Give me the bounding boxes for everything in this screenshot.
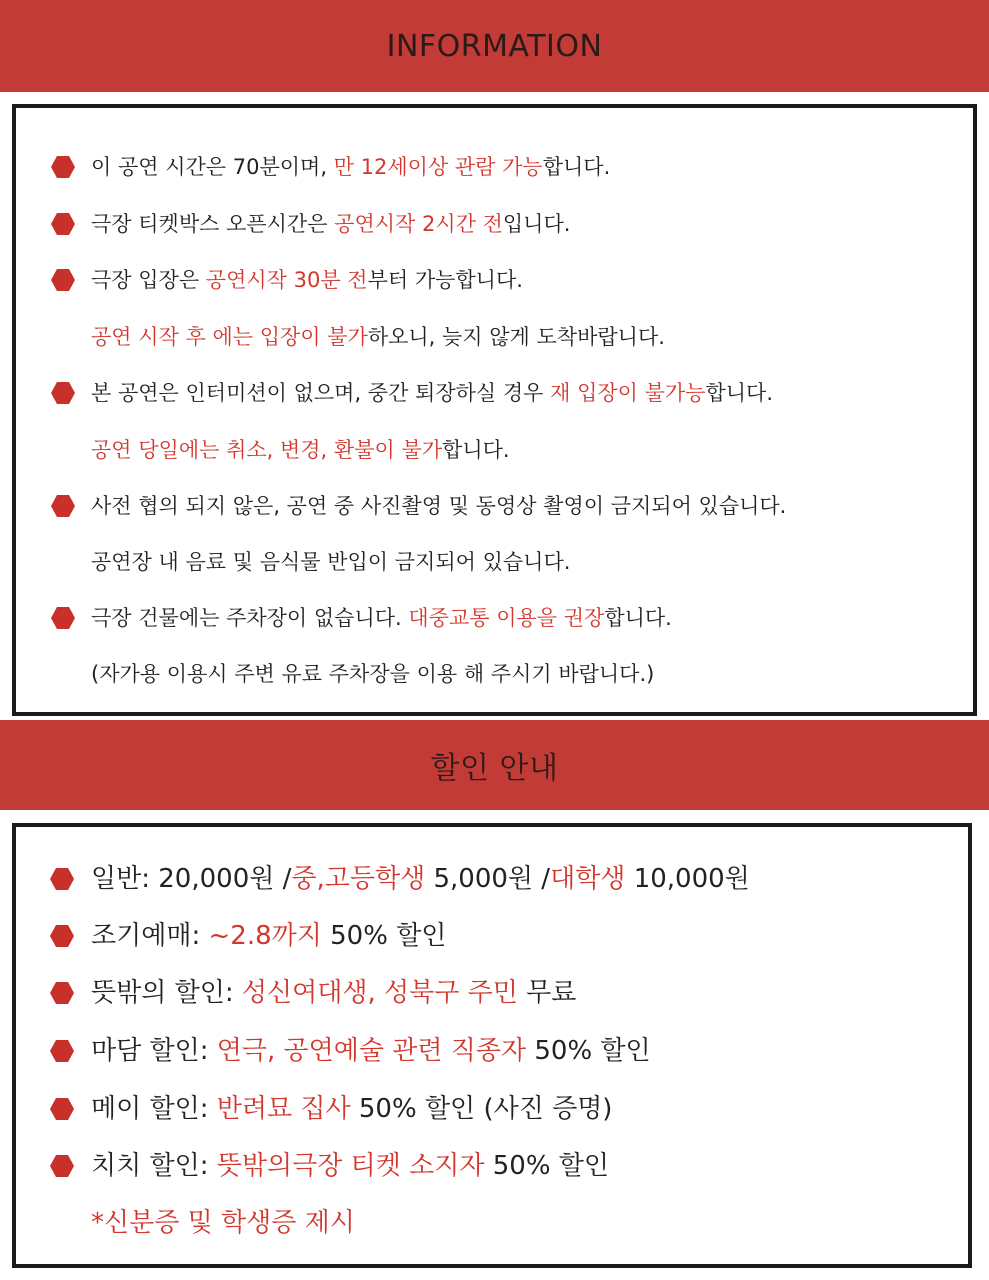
highlight-text: 공연 시작 후 에는 입장이 불가 — [91, 325, 368, 349]
discount-box — [12, 823, 972, 1268]
plain-text: 본 공연은 인터미션이 없으며, 중간 퇴장하실 경우 — [91, 381, 551, 405]
plain-text: 50% 할인 — [321, 921, 447, 951]
highlight-text: 공연시작 2시간 전 — [334, 212, 503, 236]
info-line — [16, 437, 973, 471]
info-line — [16, 380, 973, 414]
line-text — [91, 863, 750, 895]
hexagon-bullet-icon — [50, 925, 74, 947]
discount-line — [16, 1207, 968, 1241]
plain-text: 입니다. — [502, 212, 571, 236]
highlight-text: 공연 당일에는 취소, 변경, 환불이 불가 — [91, 438, 443, 462]
line-text — [91, 1150, 609, 1182]
highlight-text: ~2.8까지 — [208, 921, 322, 951]
discount-title: 할인 안내 — [430, 751, 559, 786]
hexagon-bullet-icon — [50, 1098, 74, 1120]
line-text — [91, 549, 570, 575]
info-line — [16, 154, 973, 188]
plain-text: 메이 할인: — [91, 1094, 217, 1124]
discount-line — [16, 920, 968, 954]
plain-text: 일반: 20,000원 / — [91, 864, 292, 894]
plain-text: 5,000원 / — [425, 864, 551, 894]
highlight-text: 연극, 공연예술 관련 직종자 — [216, 1036, 527, 1066]
line-text — [91, 920, 446, 952]
line-text — [91, 211, 570, 237]
plain-text: 이 공연 시간은 70분이며, — [91, 155, 334, 179]
highlight-text: 중,고등학생 — [291, 864, 426, 894]
highlight-text: 재 입장이 불가능 — [550, 381, 706, 405]
info-line — [16, 605, 973, 639]
highlight-text: 공연시작 30분 전 — [205, 268, 368, 292]
plain-text: (자가용 이용시 주변 유료 주차장을 이용 해 주시기 바랍니다.) — [91, 662, 655, 686]
line-text — [91, 1093, 612, 1125]
discount-banner — [0, 720, 989, 810]
plain-text: 50% 할인 (사진 증명) — [350, 1094, 613, 1124]
hexagon-bullet-icon — [51, 382, 75, 404]
info-line — [16, 324, 973, 358]
info-line — [16, 661, 973, 695]
plain-text: 합니다. — [604, 606, 672, 630]
hexagon-bullet-icon — [50, 868, 74, 890]
plain-text: 뜻밖의 할인: — [91, 978, 242, 1008]
highlight-text: 성신여대생, 성북구 주민 — [241, 978, 518, 1008]
line-text — [91, 605, 672, 631]
highlight-text: 만 12세이상 관람 가능 — [333, 155, 543, 179]
discount-line — [16, 863, 968, 897]
info-line — [16, 493, 973, 527]
info-line — [16, 267, 973, 301]
plain-text: 50% 할인 — [484, 1151, 610, 1181]
discount-line — [16, 1093, 968, 1127]
line-text — [91, 977, 576, 1009]
hexagon-bullet-icon — [50, 1155, 74, 1177]
plain-text: 치치 할인: — [91, 1151, 217, 1181]
hexagon-bullet-icon — [50, 982, 74, 1004]
highlight-text: 뜻밖의극장 티켓 소지자 — [216, 1151, 485, 1181]
information-banner — [0, 0, 989, 92]
hexagon-bullet-icon — [51, 607, 75, 629]
hexagon-bullet-icon — [51, 495, 75, 517]
plain-text: 사전 협의 되지 않은, 공연 중 사진촬영 및 동영상 촬영이 금지되어 있습니다. — [91, 494, 787, 518]
plain-text: 극장 입장은 — [91, 268, 206, 292]
line-text — [91, 661, 654, 687]
plain-text: 50% 할인 — [526, 1036, 651, 1066]
plain-text: 마담 할인: — [91, 1036, 217, 1066]
highlight-text: 반려묘 집사 — [216, 1094, 351, 1124]
line-text — [91, 267, 523, 293]
plain-text: 공연장 내 음료 및 음식물 반입이 금지되어 있습니다. — [91, 550, 571, 574]
plain-text: 합니다. — [705, 381, 774, 405]
line-text — [91, 154, 610, 180]
highlight-text: *신분증 및 학생증 제시 — [91, 1208, 355, 1238]
line-text — [91, 1207, 355, 1239]
plain-text: 극장 건물에는 주차장이 없습니다. — [91, 606, 409, 630]
plain-text: 하오니, 늦지 않게 도착바랍니다. — [367, 325, 665, 349]
hexagon-bullet-icon — [51, 156, 75, 178]
plain-text: 무료 — [517, 978, 577, 1008]
highlight-text: 대학생 — [550, 864, 626, 894]
information-title: INFORMATION — [386, 28, 603, 64]
plain-text: 10,000원 — [625, 864, 750, 894]
plain-text: 부터 가능합니다. — [367, 268, 523, 292]
plain-text: 합니다. — [542, 155, 611, 179]
hexagon-bullet-icon — [50, 1040, 74, 1062]
hexagon-bullet-icon — [51, 213, 75, 235]
plain-text: 합니다. — [442, 438, 510, 462]
line-text — [91, 437, 510, 463]
plain-text: 극장 티켓박스 오픈시간은 — [91, 212, 335, 236]
information-box — [12, 104, 977, 716]
info-line — [16, 549, 973, 583]
line-text — [91, 1035, 651, 1067]
discount-line — [16, 1150, 968, 1184]
discount-line — [16, 977, 968, 1011]
highlight-text: 대중교통 이용을 권장 — [408, 606, 605, 630]
line-text — [91, 380, 773, 406]
line-text — [91, 493, 786, 519]
line-text — [91, 324, 665, 350]
discount-line — [16, 1035, 968, 1069]
info-line — [16, 211, 973, 245]
hexagon-bullet-icon — [51, 269, 75, 291]
plain-text: 조기예매: — [91, 921, 209, 951]
